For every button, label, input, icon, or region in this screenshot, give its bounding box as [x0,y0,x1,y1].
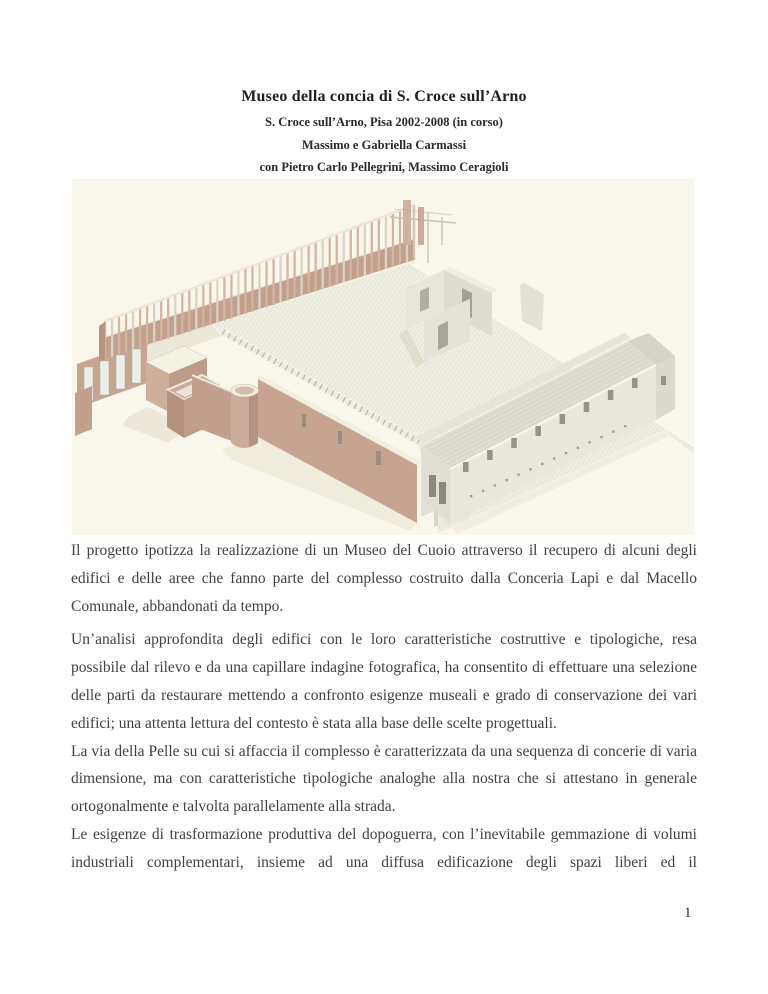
cylindrical-tower [231,384,259,448]
page-title: Museo della concia di S. Croce sull’Arno [241,88,527,105]
body-text [71,537,697,877]
paragraph-4: Le esigenze di trasformazione produttiva del dopoguerra, con l’inevitabile gemmazione di volumi industriali complementari, insieme ad una diffusa edificazione degli spazi liberi ed il [71,825,697,871]
subtitle-architects: Massimo e Gabriella Carmassi [301,138,467,152]
subtitle-collaborators: con Pietro Carlo Pellegrini, Massimo Ceragioli [259,160,509,174]
axonometric-drawing [72,179,694,535]
subtitle-location: S. Croce sull’Arno, Pisa 2002-2008 (in corso) [265,115,503,129]
paragraph-2: Un’analisi approfondita degli edifici con le loro caratteristiche costruttive e tipologiche, resa possibile dal rilevo e da una capillare indagine fotografica, ha consentito di effettuare una selezione delle parti da restaurare mettendo a confronto esigenze museali e grado di conservazione dei vari edifici; una attenta lettura del contesto è stata alla base delle scelte progettuali. [71,631,697,732]
figure-canvas [72,179,694,535]
page-number: 1 [684,905,692,921]
paragraph-3: La via della Pelle su cui si affaccia il complesso è caratterizzata da una sequenza di concerie di varia dimensione, ma con caratteristiche tipologiche analoghe alla nostra che si attestano in generale ortogonalmente e talvolta parallelamente alla strada. [71,742,697,816]
paragraph-1: Il progetto ipotizza la realizzazione di un Museo del Cuoio attraverso il recupero di alcuni degli edifici e delle aree che fanno parte del complesso costruito dalla Conceria Lapi e dal Macello Comunale, abbandonati da tempo. [71,542,697,615]
